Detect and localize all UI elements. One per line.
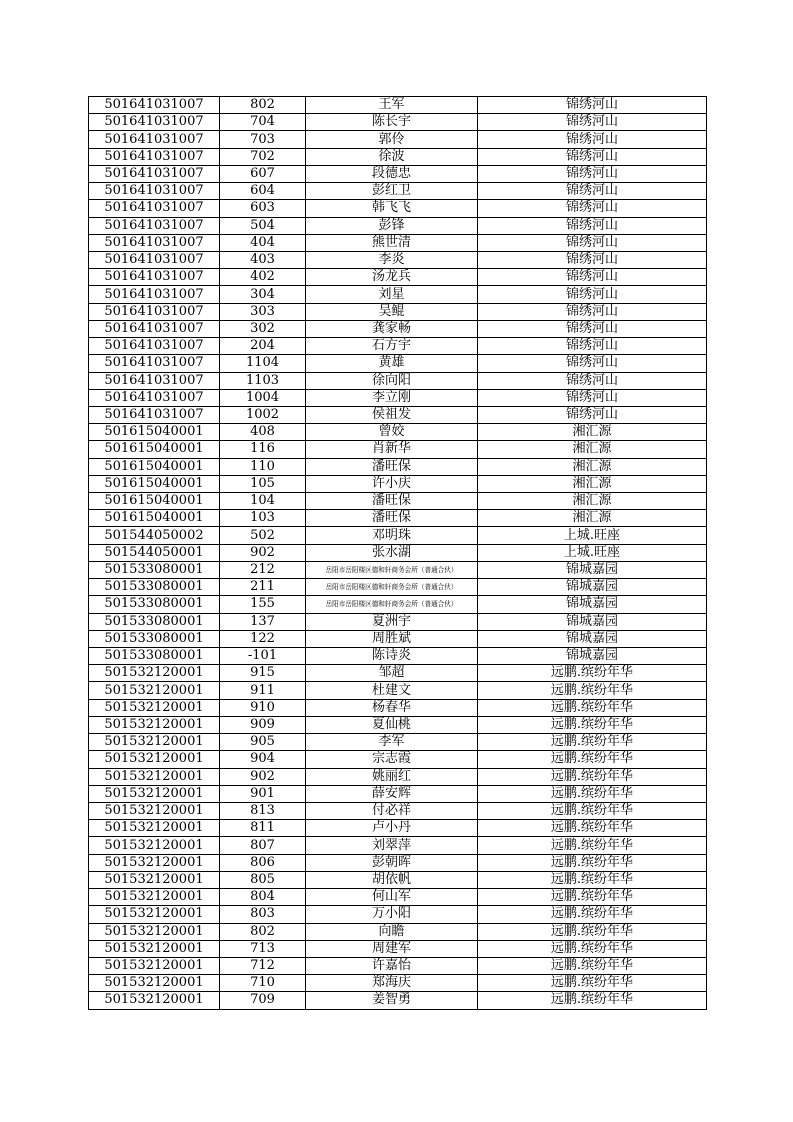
room-cell: 502: [220, 527, 306, 544]
room-cell: 902: [220, 544, 306, 561]
name-cell: 卢小丹: [306, 820, 478, 837]
name-cell: 潘旺保: [306, 493, 478, 510]
room-cell: 103: [220, 510, 306, 527]
table-row: [89, 97, 707, 114]
room-cell: 813: [220, 802, 306, 819]
project-cell: 锦绣河山: [478, 269, 707, 286]
room-cell: 607: [220, 165, 306, 182]
id-cell: 501641031007: [89, 389, 220, 406]
table-row: [89, 234, 707, 251]
table-row: [89, 303, 707, 320]
name-cell: 姜智勇: [306, 992, 478, 1009]
name-cell: 万小阳: [306, 906, 478, 923]
project-cell: 锦城嘉园: [478, 579, 707, 596]
table-row: [89, 355, 707, 372]
table-row: [89, 424, 707, 441]
name-cell: 彭锋: [306, 217, 478, 234]
project-cell: 远鹏.缤纷年华: [478, 957, 707, 974]
room-cell: 603: [220, 200, 306, 217]
id-cell: 501532120001: [89, 837, 220, 854]
name-cell: 彭红卫: [306, 183, 478, 200]
table-row: [89, 320, 707, 337]
room-cell: 122: [220, 630, 306, 647]
project-cell: 远鹏.缤纷年华: [478, 871, 707, 888]
name-cell: 姚丽红: [306, 768, 478, 785]
room-cell: 910: [220, 699, 306, 716]
room-cell: 805: [220, 871, 306, 888]
project-cell: 远鹏.缤纷年华: [478, 923, 707, 940]
table-row: [89, 665, 707, 682]
id-cell: 501532120001: [89, 889, 220, 906]
project-cell: 上城.旺座: [478, 544, 707, 561]
name-cell: 吴鲲: [306, 303, 478, 320]
table-row: [89, 613, 707, 630]
id-cell: 501641031007: [89, 286, 220, 303]
table-row: [89, 871, 707, 888]
table-row: [89, 992, 707, 1009]
project-cell: 远鹏.缤纷年华: [478, 768, 707, 785]
table-row: [89, 889, 707, 906]
id-cell: 501532120001: [89, 665, 220, 682]
project-cell: 锦绣河山: [478, 286, 707, 303]
name-cell: 付必祥: [306, 802, 478, 819]
id-cell: 501533080001: [89, 561, 220, 578]
table-row: [89, 682, 707, 699]
name-cell: 韩飞飞: [306, 200, 478, 217]
project-cell: 远鹏.缤纷年华: [478, 889, 707, 906]
table-row: [89, 785, 707, 802]
room-cell: 302: [220, 320, 306, 337]
project-cell: 远鹏.缤纷年华: [478, 820, 707, 837]
name-cell: 李立刚: [306, 389, 478, 406]
name-cell: 岳阳市岳阳楼区德和轩商务会所（普通合伙）: [306, 596, 478, 613]
room-cell: 404: [220, 234, 306, 251]
room-cell: 704: [220, 114, 306, 131]
name-cell: 杨春华: [306, 699, 478, 716]
room-cell: 710: [220, 975, 306, 992]
project-cell: 锦绣河山: [478, 303, 707, 320]
id-cell: 501641031007: [89, 251, 220, 268]
project-cell: 锦绣河山: [478, 355, 707, 372]
project-cell: 锦绣河山: [478, 183, 707, 200]
table-row: [89, 475, 707, 492]
project-cell: 湘汇源: [478, 458, 707, 475]
name-cell: 汤龙兵: [306, 269, 478, 286]
id-cell: 501641031007: [89, 355, 220, 372]
table-row: [89, 165, 707, 182]
table-row: [89, 734, 707, 751]
id-cell: 501532120001: [89, 975, 220, 992]
table-row: [89, 854, 707, 871]
id-cell: 501615040001: [89, 475, 220, 492]
table-row: [89, 906, 707, 923]
name-cell: 石方宇: [306, 338, 478, 355]
project-cell: 锦城嘉园: [478, 596, 707, 613]
id-cell: 501532120001: [89, 871, 220, 888]
id-cell: 501533080001: [89, 630, 220, 647]
room-cell: 902: [220, 768, 306, 785]
project-cell: 湘汇源: [478, 424, 707, 441]
name-cell: 夏仙桃: [306, 716, 478, 733]
id-cell: 501615040001: [89, 458, 220, 475]
id-cell: 501641031007: [89, 148, 220, 165]
id-cell: 501533080001: [89, 613, 220, 630]
room-cell: 212: [220, 561, 306, 578]
room-cell: 116: [220, 441, 306, 458]
id-cell: 501532120001: [89, 802, 220, 819]
project-cell: 湘汇源: [478, 441, 707, 458]
id-cell: 501544050002: [89, 527, 220, 544]
id-cell: 501532120001: [89, 716, 220, 733]
id-cell: 501532120001: [89, 785, 220, 802]
name-cell: 张水湖: [306, 544, 478, 561]
name-cell: 曾姣: [306, 424, 478, 441]
room-cell: 304: [220, 286, 306, 303]
room-cell: 604: [220, 183, 306, 200]
id-cell: 501544050001: [89, 544, 220, 561]
id-cell: 501532120001: [89, 992, 220, 1009]
id-cell: 501532120001: [89, 854, 220, 871]
project-cell: 远鹏.缤纷年华: [478, 682, 707, 699]
id-cell: 501532120001: [89, 820, 220, 837]
room-cell: 803: [220, 906, 306, 923]
name-cell: 彭朝晖: [306, 854, 478, 871]
id-cell: 501532120001: [89, 940, 220, 957]
room-cell: 137: [220, 613, 306, 630]
name-cell: 宗志霞: [306, 751, 478, 768]
room-cell: 911: [220, 682, 306, 699]
project-cell: 湘汇源: [478, 475, 707, 492]
room-cell: 1002: [220, 406, 306, 423]
project-cell: 锦绣河山: [478, 234, 707, 251]
table-row: [89, 716, 707, 733]
project-cell: 远鹏.缤纷年华: [478, 665, 707, 682]
name-cell: 何山军: [306, 889, 478, 906]
name-cell: 夏洲宇: [306, 613, 478, 630]
table-row: [89, 820, 707, 837]
id-cell: 501641031007: [89, 183, 220, 200]
project-cell: 湘汇源: [478, 510, 707, 527]
name-cell: 龚家畅: [306, 320, 478, 337]
project-cell: 锦城嘉园: [478, 630, 707, 647]
table-row: [89, 148, 707, 165]
project-cell: 远鹏.缤纷年华: [478, 699, 707, 716]
room-cell: 155: [220, 596, 306, 613]
project-cell: 锦绣河山: [478, 406, 707, 423]
room-cell: 703: [220, 131, 306, 148]
name-cell: 侯祖发: [306, 406, 478, 423]
name-cell: 刘星: [306, 286, 478, 303]
id-cell: 501533080001: [89, 579, 220, 596]
table-row: [89, 940, 707, 957]
name-cell: 肖新华: [306, 441, 478, 458]
name-cell: 潘旺保: [306, 510, 478, 527]
table-row: [89, 527, 707, 544]
name-cell: 李炎: [306, 251, 478, 268]
project-cell: 锦城嘉园: [478, 648, 707, 665]
table-row: [89, 200, 707, 217]
room-cell: 504: [220, 217, 306, 234]
project-cell: 锦绣河山: [478, 320, 707, 337]
table-row: [89, 802, 707, 819]
data-table: [88, 96, 707, 1010]
id-cell: 501641031007: [89, 97, 220, 114]
table-row: [89, 837, 707, 854]
room-cell: 905: [220, 734, 306, 751]
id-cell: 501641031007: [89, 165, 220, 182]
room-cell: 709: [220, 992, 306, 1009]
room-cell: 901: [220, 785, 306, 802]
room-cell: 1104: [220, 355, 306, 372]
table-row: [89, 286, 707, 303]
id-cell: 501533080001: [89, 596, 220, 613]
name-cell: 李军: [306, 734, 478, 751]
name-cell: 周建军: [306, 940, 478, 957]
name-cell: 徐向阳: [306, 372, 478, 389]
id-cell: 501615040001: [89, 493, 220, 510]
id-cell: 501641031007: [89, 338, 220, 355]
name-cell: 向瞻: [306, 923, 478, 940]
id-cell: 501641031007: [89, 269, 220, 286]
table-row: [89, 217, 707, 234]
project-cell: 湘汇源: [478, 493, 707, 510]
id-cell: 501615040001: [89, 510, 220, 527]
project-cell: 锦绣河山: [478, 200, 707, 217]
name-cell: 徐波: [306, 148, 478, 165]
id-cell: 501641031007: [89, 131, 220, 148]
project-cell: 锦绣河山: [478, 389, 707, 406]
name-cell: 王军: [306, 97, 478, 114]
name-cell: 周胜斌: [306, 630, 478, 647]
room-cell: 211: [220, 579, 306, 596]
name-cell: 杜建文: [306, 682, 478, 699]
name-cell: 陈诗炎: [306, 648, 478, 665]
id-cell: 501641031007: [89, 234, 220, 251]
table-row: [89, 596, 707, 613]
table-row: [89, 131, 707, 148]
name-cell: 郑海庆: [306, 975, 478, 992]
id-cell: 501641031007: [89, 320, 220, 337]
room-cell: 904: [220, 751, 306, 768]
table-row: [89, 561, 707, 578]
table-row: [89, 579, 707, 596]
project-cell: 锦绣河山: [478, 372, 707, 389]
room-cell: 915: [220, 665, 306, 682]
name-cell: 黄雄: [306, 355, 478, 372]
id-cell: 501532120001: [89, 682, 220, 699]
table-row: [89, 751, 707, 768]
name-cell: 许嘉怡: [306, 957, 478, 974]
table-row: [89, 406, 707, 423]
id-cell: 501641031007: [89, 217, 220, 234]
name-cell: 许小庆: [306, 475, 478, 492]
id-cell: 501533080001: [89, 648, 220, 665]
table-body: [89, 97, 707, 1010]
name-cell: 胡依帆: [306, 871, 478, 888]
room-cell: 806: [220, 854, 306, 871]
name-cell: 邹超: [306, 665, 478, 682]
table-row: [89, 699, 707, 716]
project-cell: 远鹏.缤纷年华: [478, 716, 707, 733]
project-cell: 远鹏.缤纷年华: [478, 785, 707, 802]
room-cell: 110: [220, 458, 306, 475]
room-cell: 702: [220, 148, 306, 165]
table-row: [89, 630, 707, 647]
table-row: [89, 251, 707, 268]
name-cell: 岳阳市岳阳楼区德和轩商务会所（普通合伙）: [306, 579, 478, 596]
id-cell: 501641031007: [89, 200, 220, 217]
project-cell: 锦绣河山: [478, 148, 707, 165]
project-cell: 锦城嘉园: [478, 561, 707, 578]
room-cell: 807: [220, 837, 306, 854]
id-cell: 501615040001: [89, 441, 220, 458]
project-cell: 远鹏.缤纷年华: [478, 837, 707, 854]
name-cell: 熊世清: [306, 234, 478, 251]
id-cell: 501641031007: [89, 406, 220, 423]
room-cell: 811: [220, 820, 306, 837]
name-cell: 段德忠: [306, 165, 478, 182]
project-cell: 远鹏.缤纷年华: [478, 854, 707, 871]
room-cell: 403: [220, 251, 306, 268]
name-cell: 岳阳市岳阳楼区德和轩商务会所（普通合伙）: [306, 561, 478, 578]
table-row: [89, 269, 707, 286]
id-cell: 501532120001: [89, 751, 220, 768]
project-cell: 远鹏.缤纷年华: [478, 992, 707, 1009]
room-cell: 802: [220, 97, 306, 114]
name-cell: 陈长宇: [306, 114, 478, 131]
name-cell: 薛安辉: [306, 785, 478, 802]
room-cell: 303: [220, 303, 306, 320]
table-row: [89, 458, 707, 475]
project-cell: 锦绣河山: [478, 251, 707, 268]
room-cell: 1103: [220, 372, 306, 389]
id-cell: 501532120001: [89, 906, 220, 923]
room-cell: 713: [220, 940, 306, 957]
project-cell: 远鹏.缤纷年华: [478, 734, 707, 751]
project-cell: 锦绣河山: [478, 114, 707, 131]
id-cell: 501641031007: [89, 114, 220, 131]
project-cell: 远鹏.缤纷年华: [478, 940, 707, 957]
table-row: [89, 975, 707, 992]
room-cell: 105: [220, 475, 306, 492]
id-cell: 501641031007: [89, 303, 220, 320]
table-row: [89, 338, 707, 355]
id-cell: 501641031007: [89, 372, 220, 389]
project-cell: 锦绣河山: [478, 97, 707, 114]
id-cell: 501532120001: [89, 923, 220, 940]
name-cell: 潘旺保: [306, 458, 478, 475]
room-cell: 408: [220, 424, 306, 441]
table-row: [89, 183, 707, 200]
project-cell: 锦绣河山: [478, 165, 707, 182]
id-cell: 501615040001: [89, 424, 220, 441]
table-row: [89, 114, 707, 131]
room-cell: 909: [220, 716, 306, 733]
table-row: [89, 648, 707, 665]
project-cell: 上城.旺座: [478, 527, 707, 544]
name-cell: 邓明珠: [306, 527, 478, 544]
table-row: [89, 372, 707, 389]
id-cell: 501532120001: [89, 699, 220, 716]
project-cell: 远鹏.缤纷年华: [478, 906, 707, 923]
project-cell: 锦绣河山: [478, 131, 707, 148]
project-cell: 锦绣河山: [478, 338, 707, 355]
project-cell: 远鹏.缤纷年华: [478, 802, 707, 819]
room-cell: 804: [220, 889, 306, 906]
id-cell: 501532120001: [89, 768, 220, 785]
room-cell: 402: [220, 269, 306, 286]
project-cell: 远鹏.缤纷年华: [478, 751, 707, 768]
table-row: [89, 544, 707, 561]
room-cell: 1004: [220, 389, 306, 406]
id-cell: 501532120001: [89, 957, 220, 974]
table-row: [89, 441, 707, 458]
table-row: [89, 510, 707, 527]
room-cell: 712: [220, 957, 306, 974]
name-cell: 刘翠萍: [306, 837, 478, 854]
table-row: [89, 389, 707, 406]
project-cell: 锦绣河山: [478, 217, 707, 234]
name-cell: 郭伶: [306, 131, 478, 148]
project-cell: 远鹏.缤纷年华: [478, 975, 707, 992]
id-cell: 501532120001: [89, 734, 220, 751]
table-row: [89, 957, 707, 974]
room-cell: 204: [220, 338, 306, 355]
table-row: [89, 768, 707, 785]
room-cell: 104: [220, 493, 306, 510]
room-cell: -101: [220, 648, 306, 665]
table-row: [89, 493, 707, 510]
room-cell: 802: [220, 923, 306, 940]
table-row: [89, 923, 707, 940]
project-cell: 锦城嘉园: [478, 613, 707, 630]
